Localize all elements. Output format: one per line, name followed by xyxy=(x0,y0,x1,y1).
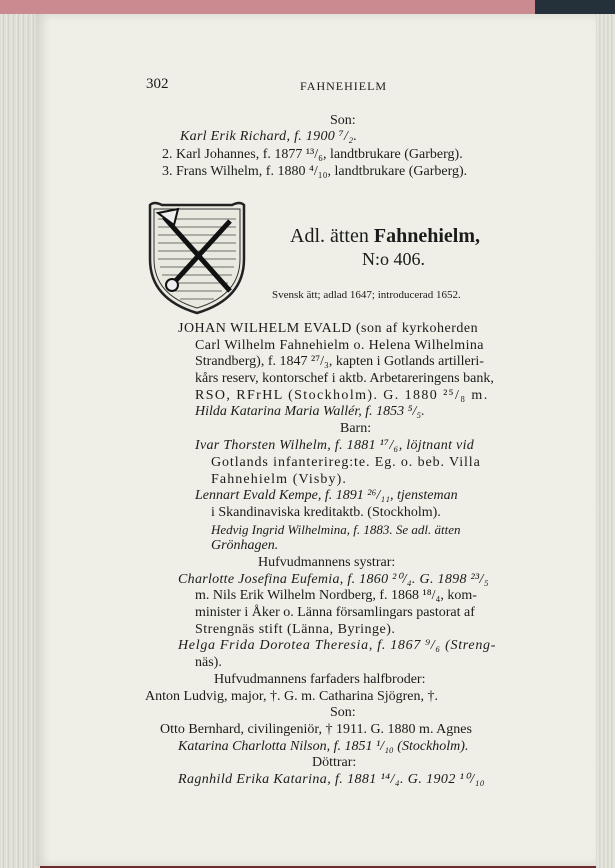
heading-halfbroder: Hufvudmannens farfaders halfbroder: xyxy=(214,672,426,687)
cover-corner xyxy=(535,0,615,14)
heading-dottrar: Döttrar: xyxy=(312,755,357,770)
entry-line: näs). xyxy=(195,655,222,670)
entry-line: 2. Karl Johannes, f. 1877 ¹³/₆, landtbrukare (Garberg). xyxy=(162,147,463,162)
entry-line: Grönhagen. xyxy=(211,538,279,553)
book-top-edge xyxy=(0,0,615,14)
entry-line: Hilda Katarina Maria Wallér, f. 1853 ⁵/₅. xyxy=(195,404,425,419)
entry-line: 3. Frans Wilhelm, f. 1880 ⁴/₁₀, landtbrukare (Garberg). xyxy=(162,164,468,179)
entry-line: Helga Frida Dorotea Theresia, f. 1867 ⁹/₆ (Streng- xyxy=(178,638,497,653)
entry-line: Hedvig Ingrid Wilhelmina, f. 1883. Se adl. ätten xyxy=(211,522,461,537)
entry-line: Anton Ludvig, major, †. G. m. Catharina Sjögren, †. xyxy=(145,689,439,704)
entry-line: Fahnehielm (Visby). xyxy=(211,472,347,487)
entry-line: Ivar Thorsten Wilhelm, f. 1881 ¹⁷/₆, löjtnant vid xyxy=(195,438,475,453)
entry-line: Charlotte Josefina Eufemia, f. 1860 ²⁰/₄. G. 1898 ²³/₅ xyxy=(178,572,489,587)
entry-line: Karl Erik Richard, f. 1900 ⁷/₂. xyxy=(180,129,358,144)
coat-of-arms-icon xyxy=(146,199,248,315)
entry-line: i Skandinaviska kreditaktb. (Stockholm). xyxy=(211,505,441,520)
page-stack-right xyxy=(596,14,615,868)
entry-line: JOHAN WILHELM EVALD (son af kyrkoherden xyxy=(178,321,479,336)
entry-line: kårs reserv, kontorschef i aktb. Arbetareringens bank, xyxy=(195,371,494,386)
page-number: 302 xyxy=(146,76,169,92)
entry-line: Ragnhild Erika Katarina, f. 1881 ¹⁴/₄. G. 1902 ¹⁰/₁₀ xyxy=(178,772,486,787)
entry-line: m. Nils Erik Wilhelm Nordberg, f. 1868 ¹⁸/₄, kom- xyxy=(195,588,477,603)
heading-son-2: Son: xyxy=(330,705,356,720)
entry-line: Strandberg), f. 1847 ²⁷/₃, kapten i Gotlands artilleri- xyxy=(195,354,484,369)
entry-line: Otto Bernhard, civilingeniör, † 1911. G. 1880 m. Agnes xyxy=(160,722,472,737)
page-stack-left xyxy=(0,14,40,868)
heading-systrar: Hufvudmannens systrar: xyxy=(258,555,396,570)
entry-line: Strengnäs stift (Länna, Byringe). xyxy=(195,622,396,637)
entry-line: Katarina Charlotta Nilson, f. 1851 ¹/₁₀ (Stockholm). xyxy=(178,739,469,754)
running-head: FAHNEHIELM xyxy=(300,79,388,93)
entry-line: minister i Åker o. Länna församlingars pastorat af xyxy=(195,605,475,620)
entry-line: Gotlands infanterireg:te. Eg. o. beb. Villa xyxy=(211,455,481,470)
entry-line: Carl Wilhelm Fahnehielm o. Helena Wilhelmina xyxy=(195,338,484,353)
entry-line: RSO, RFrHL (Stockholm). G. 1880 ²⁵/₈ m. xyxy=(195,388,489,403)
family-subtitle: Svensk ätt; adlad 1647; introducerad 1652. xyxy=(272,289,461,301)
entry-line: Lennart Evald Kempe, f. 1891 ²⁶/₁₁, tjensteman xyxy=(195,488,458,503)
family-title: Adl. ätten Fahnehielm, xyxy=(290,225,480,247)
family-number: N:o 406. xyxy=(362,249,425,269)
heading-barn: Barn: xyxy=(340,421,372,436)
heading-son: Son: xyxy=(330,113,356,128)
